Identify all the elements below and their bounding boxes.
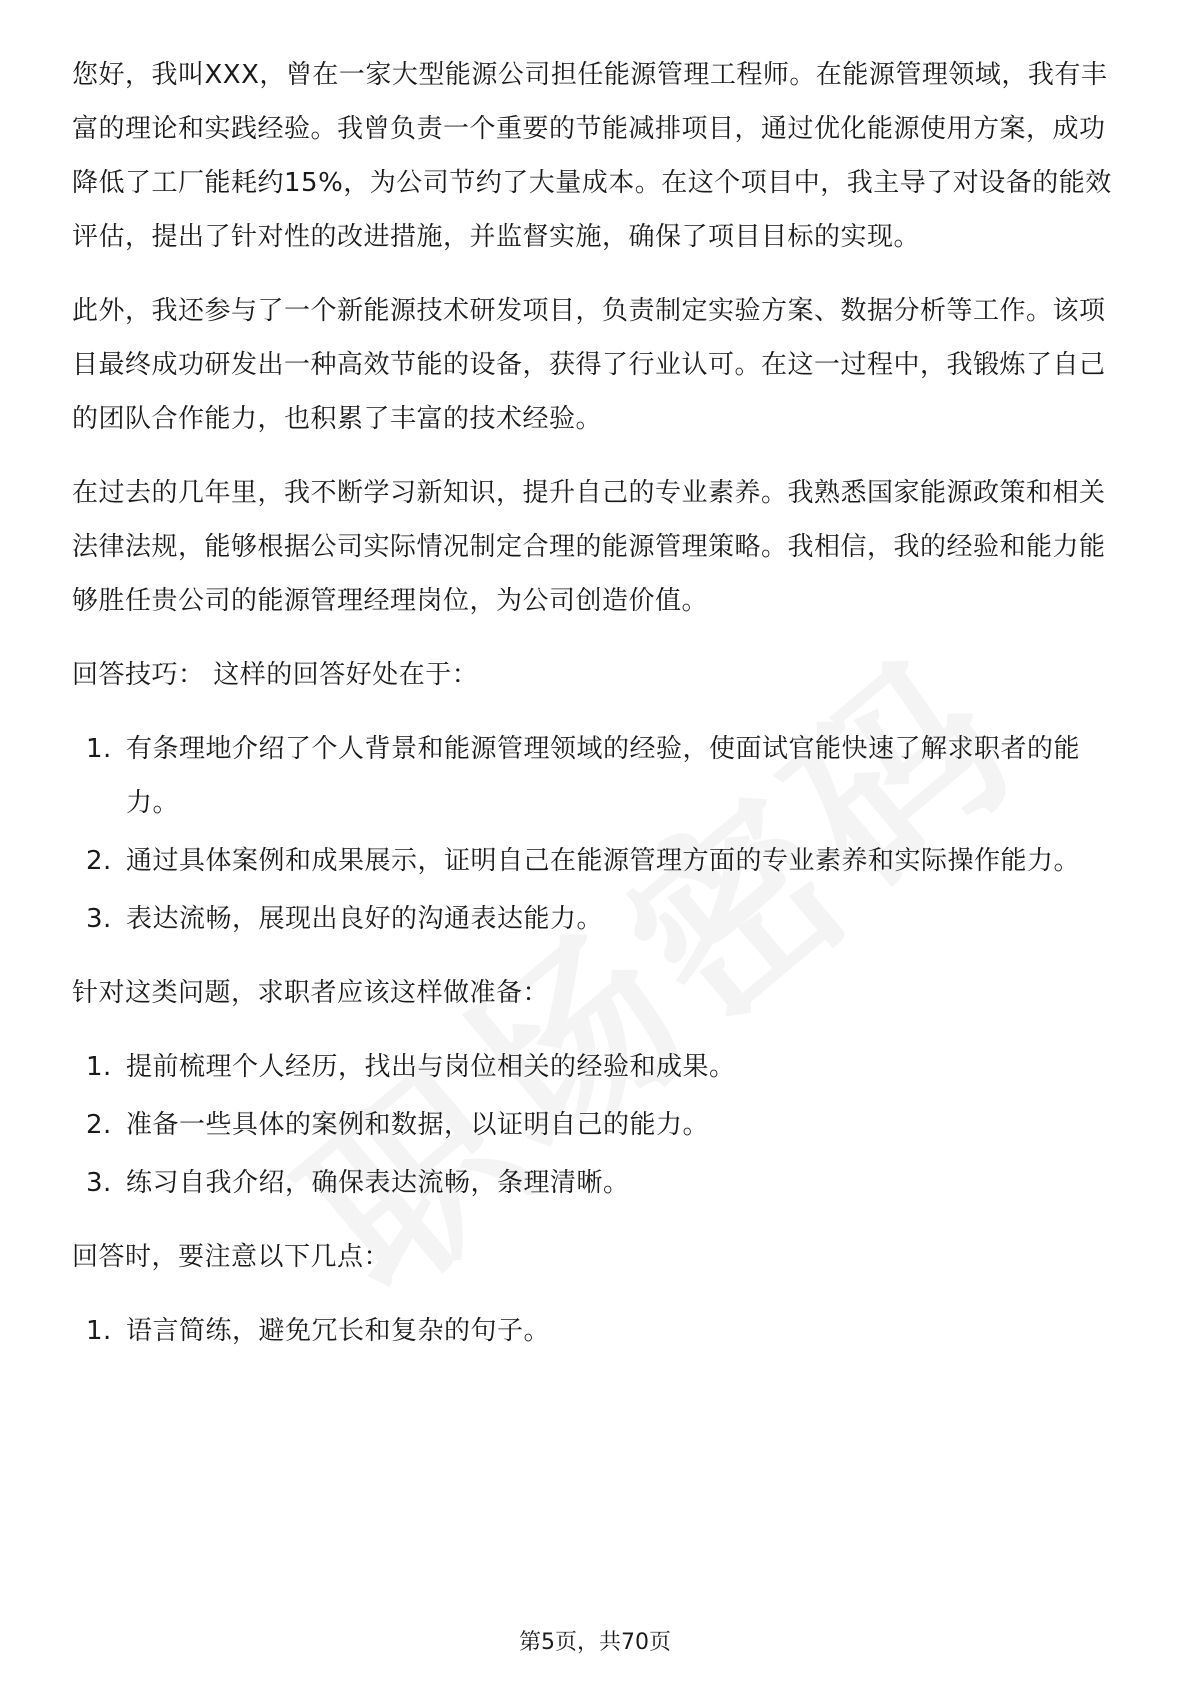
list-number: 3.: [86, 904, 112, 934]
list-item-text: 有条理地介绍了个人背景和能源管理领域的经验，使面试官能快速了解求职者的能力。: [126, 734, 1081, 818]
tips-list: [72, 722, 1118, 946]
list-number: 2.: [86, 1110, 112, 1140]
list-item-text: 提前梳理个人经历，找出与岗位相关的经验和成果。: [126, 1052, 736, 1082]
list-item: [72, 892, 1118, 946]
list-item: [72, 1156, 1118, 1210]
page-footer: 第5页，共70页: [519, 1630, 671, 1655]
notes-list: [72, 1304, 1118, 1358]
prep-list: [72, 1040, 1118, 1210]
paragraph-intro: 您好，我叫XXX，曾在一家大型能源公司担任能源管理工程师。在能源管理领域，我有丰富的理论和实践经验。我曾负责一个重要的节能减排项目，通过优化能源使用方案，成功降低了工厂能耗约15%，为公司节约了大量成本。在这个项目中，我主导了对设备的能效评估，提出了针对性的改进措施，并监督实施，确保了项目目标的实现。: [72, 60, 1112, 252]
list-number: 3.: [86, 1168, 112, 1198]
list-item: [72, 722, 1118, 830]
tips-heading: 回答技巧： 这样的回答好处在于：: [72, 660, 479, 690]
list-item-text: 语言简练，避免冗长和复杂的句子。: [126, 1316, 551, 1346]
notes-heading: 回答时，要注意以下几点：: [72, 1242, 391, 1272]
list-number: 2.: [86, 846, 112, 876]
list-item: [72, 1304, 1118, 1358]
list-item: [72, 834, 1118, 888]
list-item: [72, 1098, 1118, 1152]
list-number: 1.: [86, 734, 112, 764]
document-body: [72, 48, 1118, 1378]
list-item-text: 练习自我介绍，确保表达流畅，条理清晰。: [126, 1168, 630, 1198]
list-item: [72, 1040, 1118, 1094]
list-item-text: 准备一些具体的案例和数据，以证明自己的能力。: [126, 1110, 710, 1140]
paragraph-skills: 在过去的几年里，我不断学习新知识，提升自己的专业素养。我熟悉国家能源政策和相关法律法规，能够根据公司实际情况制定合理的能源管理策略。我相信，我的经验和能力能够胜任贵公司的能源管理经理岗位，为公司创造价值。: [72, 478, 1106, 616]
prep-heading: 针对这类问题，求职者应该这样做准备：: [72, 978, 550, 1008]
list-item-text: 通过具体案例和成果展示，证明自己在能源管理方面的专业素养和实际操作能力。: [126, 846, 1081, 876]
list-item-text: 表达流畅，展现出良好的沟通表达能力。: [126, 904, 604, 934]
list-number: 1.: [86, 1316, 112, 1346]
paragraph-research: 此外，我还参与了一个新能源技术研发项目，负责制定实验方案、数据分析等工作。该项目最终成功研发出一种高效节能的设备，获得了行业认可。在这一过程中，我锻炼了自己的团队合作能力，也积累了丰富的技术经验。: [72, 296, 1106, 434]
list-number: 1.: [86, 1052, 112, 1082]
